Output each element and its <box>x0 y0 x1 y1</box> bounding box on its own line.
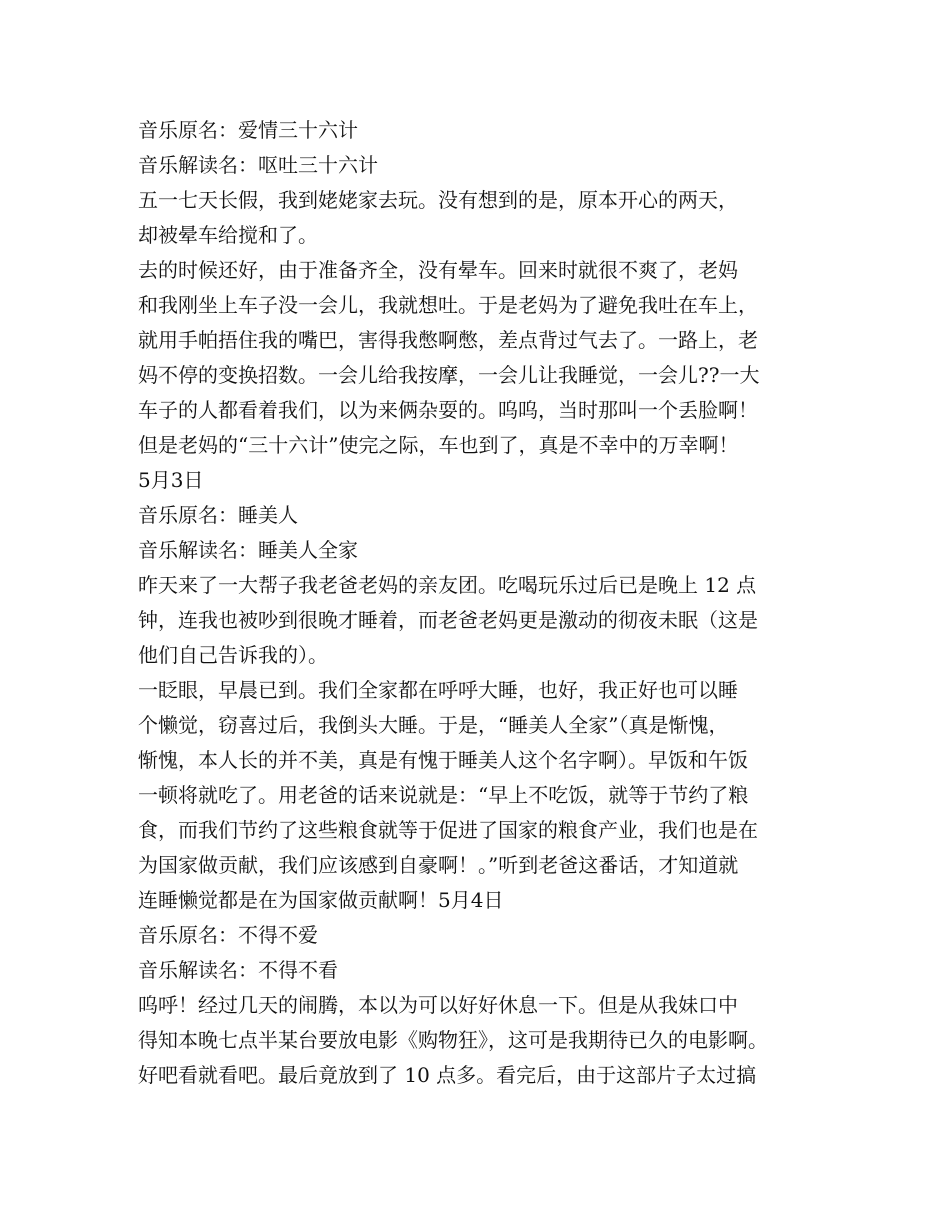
text-line: 音乐解读名：呕吐三十六计 <box>138 153 378 177</box>
text-line: 呜呼！经过几天的闹腾，本以为可以好好休息一下。但是从我妹口中 <box>138 993 738 1017</box>
text-line: 音乐原名：爱情三十六计 <box>138 118 358 142</box>
text-line: 好吧看就看吧。最后竟放到了 10 点多。看完后，由于这部片子太过搞 <box>138 1063 757 1087</box>
text-line: 音乐原名：不得不爱 <box>138 923 318 947</box>
text-line: 却被晕车给搅和了。 <box>138 223 318 247</box>
text-line: 妈不停的变换招数。一会儿给我按摩，一会儿让我睡觉，一会儿??一大 <box>138 363 760 387</box>
text-line: 惭愧，本人长的并不美，真是有愧于睡美人这个名字啊）。早饭和午饭 <box>138 748 748 772</box>
document-body <box>138 113 818 1093</box>
text-line: 音乐解读名：不得不看 <box>138 958 338 982</box>
text-line: 为国家做贡献，我们应该感到自豪啊！。”听到老爸这番话，才知道就 <box>138 853 739 877</box>
text-line: 钟，连我也被吵到很晚才睡着，而老爸老妈更是激动的彻夜未眠（这是 <box>138 608 758 632</box>
text-line: 得知本晚七点半某台要放电影《购物狂》，这可是我期待已久的电影啊。 <box>138 1028 768 1052</box>
text-line: 去的时候还好，由于准备齐全，没有晕车。回来时就很不爽了，老妈 <box>138 258 738 282</box>
text-line: 食，而我们节约了这些粮食就等于促进了国家的粮食产业，我们也是在 <box>138 818 758 842</box>
text-line: 一顿将就吃了。用老爸的话来说就是：“早上不吃饭，就等于节约了粮 <box>138 783 749 807</box>
text-line: 他们自己告诉我的）。 <box>138 643 328 667</box>
text-line: 就用手帕捂住我的嘴巴，害得我憋啊憋，差点背过气去了。一路上，老 <box>138 328 758 352</box>
text-line: 5月3日 <box>138 468 204 492</box>
text-line: 个懒觉，窃喜过后，我倒头大睡。于是，“睡美人全家”（真是惭愧， <box>138 713 729 737</box>
text-line: 昨天来了一大帮子我老爸老妈的亲友团。吃喝玩乐过后已是晚上 12 点 <box>138 573 757 597</box>
text-line: 但是老妈的“三十六计”使完之际，车也到了，真是不幸中的万幸啊！ <box>138 433 739 457</box>
text-line: 五一七天长假，我到姥姥家去玩。没有想到的是，原本开心的两天， <box>138 188 738 212</box>
text-line: 音乐解读名：睡美人全家 <box>138 538 358 562</box>
text-line: 车子的人都看着我们，以为来俩杂耍的。呜呜，当时那叫一个丢脸啊！ <box>138 398 758 422</box>
text-line: 连睡懒觉都是在为国家做贡献啊！5月4日 <box>138 888 504 912</box>
text-line: 音乐原名：睡美人 <box>138 503 298 527</box>
text-line: 和我刚坐上车子没一会儿，我就想吐。于是老妈为了避免我吐在车上， <box>138 293 758 317</box>
text-line: 一眨眼，早晨已到。我们全家都在呼呼大睡，也好，我正好也可以睡 <box>138 678 738 702</box>
